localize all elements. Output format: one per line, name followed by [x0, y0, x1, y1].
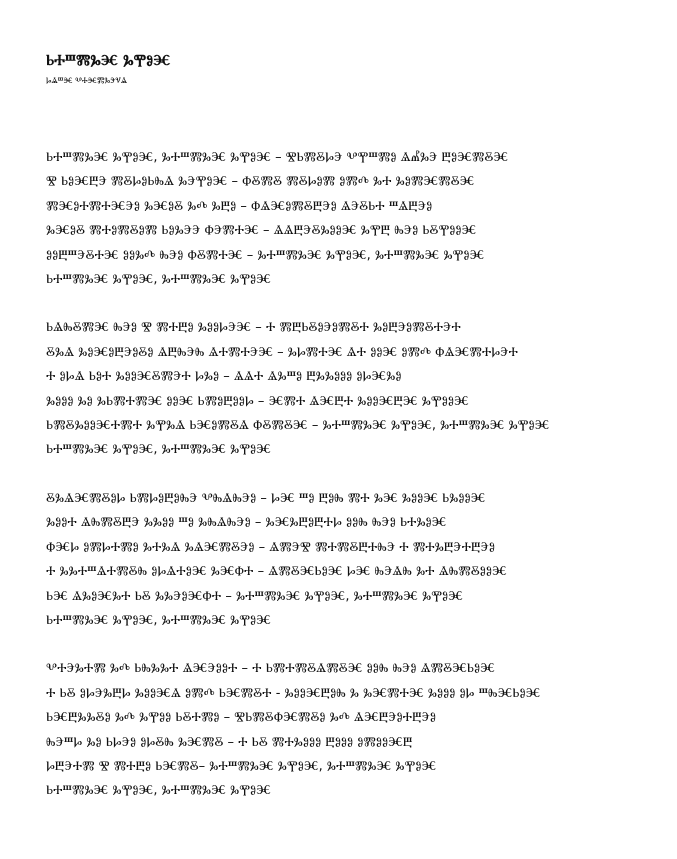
- verse-line: ⰂⰀⰅⰃⰀⰏ ⰃⰄ ⰓⰈⰃⰃⰀ ⰡⰧⰅⰑⰑⰀ – Ⰰ ⰓⰏⰀⰏⰋⰡⰏⰋⰧ ⰑⰑⰈ ⰈⰅⰑ ⰡⰏⰋⰧⰓⰑⰧ: [46, 661, 495, 677]
- verse-line: Ⰺ ⰓⰑⰧⰁⰅ ⰏⰋⰘⰑⰓⰈⰡ ⰃⰅⰉⰑⰧ – ⰗⰋⰏⰋ ⰏⰋⰘⰑⰏ ⰑⰏⰄ ⰃⰀ ⰃⰑⰏⰧⰏⰋⰧ: [46, 174, 475, 190]
- verse-line: ⰘⰁⰅⰀⰏ Ⰺ ⰏⰀⰁⰑ ⰓⰧⰏⰋ– ⰃⰀⰞⰏⰃⰧ ⰃⰉⰑⰧ, ⰃⰀⰞⰏⰃⰧ ⰃⰉⰑⰧ: [46, 758, 437, 774]
- verse-line: ⰋⰃⰡ ⰃⰑⰧⰑⰁⰅⰑⰋⰑ ⰡⰁⰈⰅⰈ ⰡⰀⰏⰀⰅⰧ – ⰃⰘⰏⰀⰧ ⰡⰀ ⰑⰑⰧ ⰑⰏⰄ ⰗⰡⰧⰏⰀⰘⰅⰀ: [46, 344, 518, 360]
- verse-line: ⰓⰡⰈⰋⰏⰧ ⰈⰅⰑ Ⰺ ⰏⰀⰁⰑ ⰃⰑⰑⰘⰅⰧ – Ⰰ ⰏⰁⰓⰋⰑⰅⰑⰏⰋⰀ ⰃⰑⰁⰅⰑⰏⰋⰀⰅⰀ: [46, 320, 461, 336]
- stanza: [46, 316, 646, 462]
- document-title: ⰓⰀⰞⰏⰃⰧ ⰃⰉⰑⰧ: [46, 51, 171, 69]
- stanza: [46, 146, 646, 292]
- verse-line: ⰓⰀⰞⰏⰃⰧ ⰃⰉⰑⰧ, ⰃⰀⰞⰏⰃⰧ ⰃⰉⰑⰧ: [46, 272, 271, 288]
- verse-line: ⰈⰅⰞⰘ ⰃⰑ ⰓⰘⰅⰑ ⰑⰘⰋⰈ ⰃⰧⰏⰋ – Ⰰ ⰓⰋ ⰏⰀⰃⰑⰑⰑ ⰁⰑⰑⰑ ⰑⰏⰑⰑⰧⰁ: [46, 734, 413, 750]
- document-subtitle: ⰘⰡⰞⰧ ⰂⰀⰧⰏⰃⰅⰜⰡ: [46, 76, 128, 85]
- verse-line: ⰃⰧⰑⰋ ⰏⰀⰑⰏⰋⰑⰏ ⰓⰑⰃⰅⰅ ⰗⰅⰏⰀⰧ – ⰡⰡⰁⰅⰋⰃⰑⰑⰧ ⰃⰉⰁ ⰈⰅⰑ ⰓⰋⰉⰑⰑⰧ: [46, 223, 477, 239]
- verse-line: ⰏⰧⰑⰀⰏⰀⰧⰅⰑ ⰃⰧⰑⰋ ⰃⰄ ⰃⰁⰑ – ⰗⰡⰧⰑⰏⰋⰁⰅⰑ ⰡⰅⰋⰓⰀ ⰞⰡⰁⰅⰑ: [46, 198, 433, 214]
- verse-line: ⰓⰏⰋⰃⰑⰑⰧⰀⰏⰀ ⰃⰉⰃⰡ ⰓⰧⰑⰏⰋⰡ ⰗⰋⰏⰋⰧ – ⰃⰀⰞⰏⰃⰧ ⰃⰉⰑⰧ, ⰃⰀⰞⰏⰃⰧ ⰃⰉⰑⰧ: [46, 418, 550, 434]
- verse-line: ⰃⰑⰑⰑ ⰃⰑ ⰃⰓⰏⰀⰏⰧ ⰑⰑⰧ ⰓⰏⰑⰁⰑⰑⰘ – ⰧⰏⰀ ⰡⰧⰁⰀ ⰃⰑⰑⰧⰁⰧ ⰃⰉⰑⰑⰧ: [46, 393, 469, 409]
- verse-line: Ⰰ ⰑⰘⰡ ⰓⰑⰀ ⰃⰑⰑⰧⰋⰏⰅⰀ ⰘⰃⰑ – ⰡⰡⰀ ⰡⰃⰞⰑ ⰁⰃⰃⰑⰑⰑ ⰑⰘⰧⰃⰑ: [46, 369, 402, 385]
- verse-line: ⰓⰧ ⰡⰃⰑⰧⰃⰀ ⰓⰋ ⰃⰃⰅⰑⰧⰗⰀ – ⰃⰀⰞⰏⰃⰧ ⰃⰉⰑⰧ, ⰃⰀⰞⰏⰃⰧ ⰃⰉⰑⰧ: [46, 588, 463, 604]
- verse-line: Ⰰ ⰓⰋ ⰑⰘⰅⰃⰁⰘ ⰃⰑⰑⰧⰡ ⰑⰏⰄ ⰓⰧⰏⰋⰀ - ⰃⰑⰑⰧⰁⰑⰈ Ⰳ ⰃⰧⰏⰀⰧ ⰃⰑⰑⰑ ⰑⰘ ⰞⰈⰧⰓⰑⰧ: [46, 685, 541, 701]
- verse-line: ⰑⰑⰁⰞⰅⰋⰀⰧ ⰑⰑⰃⰄ ⰈⰅⰑ ⰗⰋⰏⰀⰧ – ⰃⰀⰞⰏⰃⰧ ⰃⰉⰑⰧ, ⰃⰀⰞⰏⰃⰧ ⰃⰉⰑⰧ: [46, 247, 485, 263]
- verse-line: ⰃⰑⰑⰀ ⰡⰈⰏⰋⰁⰅ ⰃⰃⰑⰑ ⰞⰑ ⰃⰈⰡⰈⰅⰑ – ⰃⰧⰃⰁⰑⰁⰀⰘ ⰑⰑⰈ ⰈⰅⰑ ⰓⰀⰃⰑⰧ: [46, 515, 447, 531]
- verse-line: ⰓⰀⰞⰏⰃⰧ ⰃⰉⰑⰧ, ⰃⰀⰞⰏⰃⰧ ⰃⰉⰑⰧ: [46, 442, 271, 458]
- verse-line: ⰓⰧⰁⰃⰃⰋⰑ ⰃⰄ ⰃⰉⰑⰑ ⰓⰋⰀⰏⰑ – ⰊⰓⰏⰋⰗⰧⰏⰋⰑ ⰃⰄ ⰡⰧⰁⰅⰑⰀⰁⰅⰑ: [46, 710, 436, 726]
- verse-line: ⰓⰀⰞⰏⰃⰧ ⰃⰉⰑⰧ, ⰃⰀⰞⰏⰃⰧ ⰃⰉⰑⰧ: [46, 783, 271, 799]
- stanza: [46, 487, 646, 633]
- verse-line: ⰋⰃⰡⰧⰏⰋⰑⰘ ⰓⰏⰘⰑⰁⰑⰈⰅ ⰂⰈⰡⰈⰅⰑ – ⰘⰧ ⰞⰑ ⰁⰑⰈ ⰏⰀ ⰃⰧ ⰃⰑⰑⰧ ⰓⰃⰑⰑⰧ: [46, 490, 486, 506]
- stanza: [46, 657, 646, 803]
- verse-line: ⰗⰧⰘ ⰑⰏⰘⰀⰏⰑ ⰃⰀⰃⰡ ⰃⰡⰧⰏⰋⰅⰑ – ⰡⰏⰅⰊ ⰏⰀⰏⰋⰁⰀⰈⰅ Ⰰ ⰏⰀⰃⰁⰅⰀⰁⰅⰑ: [46, 539, 495, 555]
- poem-body: [46, 146, 646, 804]
- verse-line: ⰓⰀⰞⰏⰃⰧ ⰃⰉⰑⰧ, ⰃⰀⰞⰏⰃⰧ ⰃⰉⰑⰧ: [46, 612, 271, 628]
- verse-line: Ⰰ ⰃⰃⰀⰞⰡⰀⰏⰋⰈ ⰑⰘⰡⰀⰑⰧ ⰃⰧⰗⰀ – ⰡⰏⰋⰧⰓⰑⰧ ⰘⰧ ⰈⰅⰡⰈ ⰃⰀ ⰡⰈⰏⰋⰑⰑⰧ: [46, 564, 507, 580]
- verse-line: ⰓⰀⰞⰏⰃⰧ ⰃⰉⰑⰧ, ⰃⰀⰞⰏⰃⰧ ⰃⰉⰑⰧ – ⰊⰓⰏⰋⰘⰅ ⰂⰉⰞⰏⰑ ⰡⰌⰃⰅ ⰁⰑⰧⰏⰋⰧ: [46, 150, 509, 165]
